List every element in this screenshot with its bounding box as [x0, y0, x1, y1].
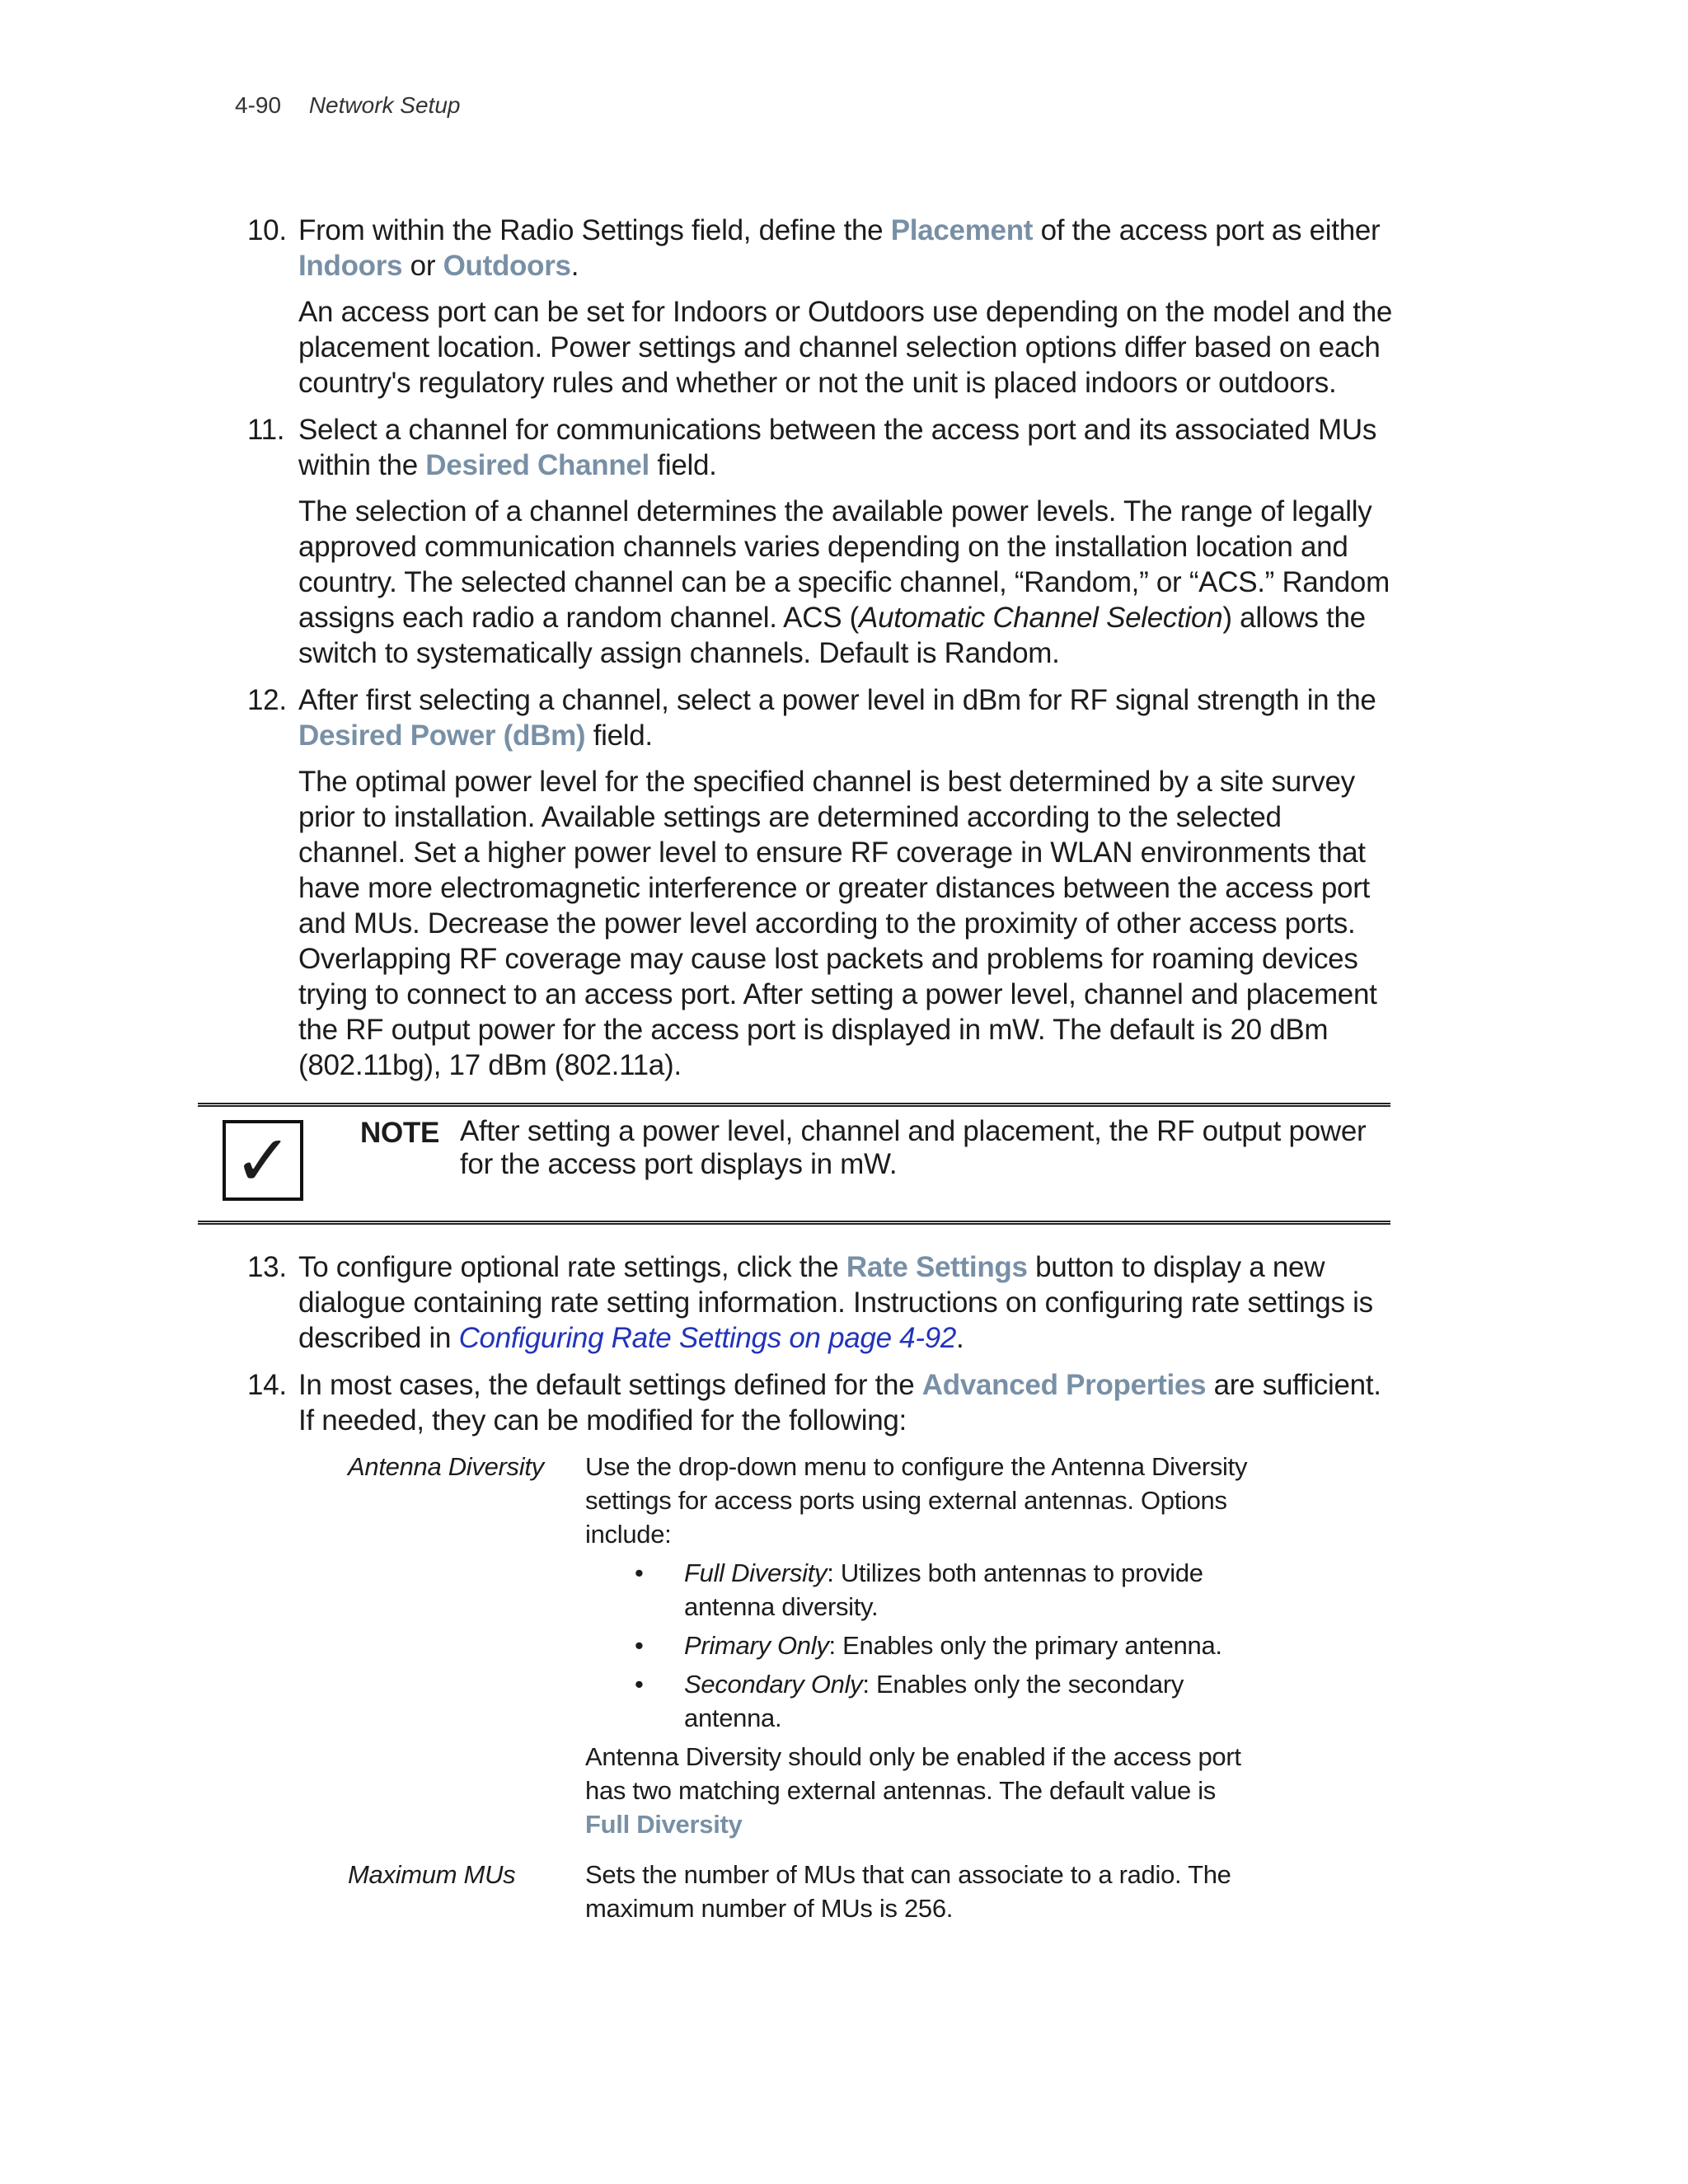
text: From within the Radio Settings field, define the	[298, 214, 891, 246]
option-name: Secondary Only	[684, 1670, 863, 1699]
text: The selection of a channel determines the available power levels. The range of legally approved communication channels varies depending on the installation location and country. The selected channel can be a specific channel, “Random,” or “ACS.” Random assigns each radio a random channel. ACS (	[298, 495, 1390, 634]
property-term: Antenna Diversity	[348, 1452, 544, 1481]
property-outro	[585, 1740, 1253, 1841]
text: To configure optional rate settings, click the	[298, 1251, 846, 1283]
ui-term-outdoors: Outdoors	[443, 250, 571, 282]
main-content	[233, 213, 1393, 1942]
step-instruction	[298, 213, 1393, 284]
step-number: 12.	[247, 684, 287, 716]
cross-reference-link[interactable]: Configuring Rate Settings on page 4-92	[458, 1322, 957, 1354]
ui-term-indoors: Indoors	[298, 250, 403, 282]
property-definition	[585, 1450, 1253, 1846]
text: .	[956, 1322, 964, 1354]
step-11	[247, 412, 1393, 671]
ui-term-desired-channel: Desired Channel	[425, 449, 649, 481]
list-item	[585, 1556, 1253, 1624]
step-10	[247, 213, 1393, 401]
property-definition	[585, 1858, 1253, 1930]
page-header	[235, 92, 460, 119]
ui-term-advanced-properties: Advanced Properties	[921, 1369, 1207, 1401]
step-detail	[298, 494, 1393, 671]
text: .	[570, 250, 579, 282]
property-row	[348, 1858, 1337, 1930]
step-detail: An access port can be set for Indoors or Outdoors use depending on the model and the placement location. Power settings and channel selection options differ based on each country's regulatory rules and whether or not the unit is placed indoors or outdoors.	[298, 296, 1393, 399]
text: or	[402, 250, 443, 282]
text: button to display a new dialogue containing rate setting information. Instructions on configuring rate settings is described in	[298, 1251, 1373, 1354]
text: After first selecting a channel, select a power level in dBm for RF signal strength in the	[298, 684, 1376, 716]
step-instruction	[298, 1249, 1393, 1356]
option-name: Primary Only	[684, 1631, 829, 1660]
ui-term-rate-settings: Rate Settings	[846, 1251, 1028, 1283]
step-number: 13.	[247, 1251, 287, 1283]
default-value: Full Diversity	[585, 1810, 743, 1839]
ui-term-placement: Placement	[890, 214, 1034, 246]
note-text: After setting a power level, channel and placement, the RF output power for the access port displays in mW.	[460, 1115, 1367, 1180]
checkmark-icon: ✓	[223, 1120, 303, 1201]
option-desc: : Enables only the secondary antenna.	[684, 1670, 1184, 1732]
step-14	[247, 1367, 1393, 1438]
section-title: Network Setup	[308, 92, 461, 118]
step-instruction	[298, 682, 1393, 753]
text: Antenna Diversity should only be enabled if the access port has two matching external antennas. The default value is	[585, 1742, 1241, 1805]
step-instruction	[298, 412, 1393, 483]
property-term: Maximum MUs	[348, 1860, 516, 1889]
bullet-icon: •	[635, 1670, 644, 1699]
step-detail: The optimal power level for the specified channel is best determined by a site survey prior to installation. Available settings are determined according to the selected channel. Set a higher power level to ensure RF coverage in WLAN environments that have more electromagnetic interference or greater distances between the access port and MUs. Decrease the power level according to the proximity of other access ports. Overlapping RF coverage may cause lost packets and problems for roaming devices trying to connect to an access port. After setting a power level, channel and placement the RF output power for the access port is displayed in mW. The default is 20 dBm (802.11bg), 17 dBm (802.11a).	[298, 766, 1377, 1081]
text: of the access port as either	[1033, 214, 1381, 246]
step-13	[247, 1249, 1393, 1356]
option-desc: : Enables only the primary antenna.	[828, 1631, 1222, 1660]
text: In most cases, the default settings defined for the	[298, 1369, 922, 1401]
options-list	[585, 1556, 1253, 1735]
ui-term-desired-power: Desired Power (dBm)	[298, 719, 586, 752]
note-box	[198, 1103, 1390, 1225]
bullet-icon: •	[635, 1631, 644, 1660]
property-intro: Use the drop-down menu to configure the Antenna Diversity settings for access ports using external antennas. Options include:	[585, 1452, 1248, 1549]
step-12	[247, 682, 1393, 1083]
step-number: 11.	[247, 414, 285, 446]
text: field.	[585, 719, 653, 752]
page-number: 4-90	[235, 92, 282, 118]
bullet-icon: •	[635, 1558, 644, 1587]
step-number: 14.	[247, 1369, 287, 1401]
property-intro: Sets the number of MUs that can associate to a radio. The maximum number of MUs is 256.	[585, 1860, 1231, 1923]
note-label: NOTE	[360, 1117, 440, 1149]
option-name: Full Diversity	[684, 1558, 828, 1587]
text: are sufficient. If needed, they can be modified for the following:	[298, 1369, 1381, 1436]
properties-table	[348, 1450, 1337, 1930]
property-row	[348, 1450, 1337, 1846]
list-item	[585, 1629, 1253, 1662]
option-desc: : Utilizes both antennas to provide antenna diversity.	[684, 1558, 1203, 1621]
text: field.	[649, 449, 717, 481]
text: ) allows the switch to systematically assign channels. Default is Random.	[298, 602, 1366, 669]
acs-expansion: Automatic Channel Selection	[859, 602, 1223, 634]
step-instruction	[298, 1367, 1393, 1438]
step-number: 10.	[247, 214, 287, 246]
text: Select a channel for communications between the access port and its associated MUs within the	[298, 414, 1377, 481]
list-item	[585, 1667, 1253, 1735]
